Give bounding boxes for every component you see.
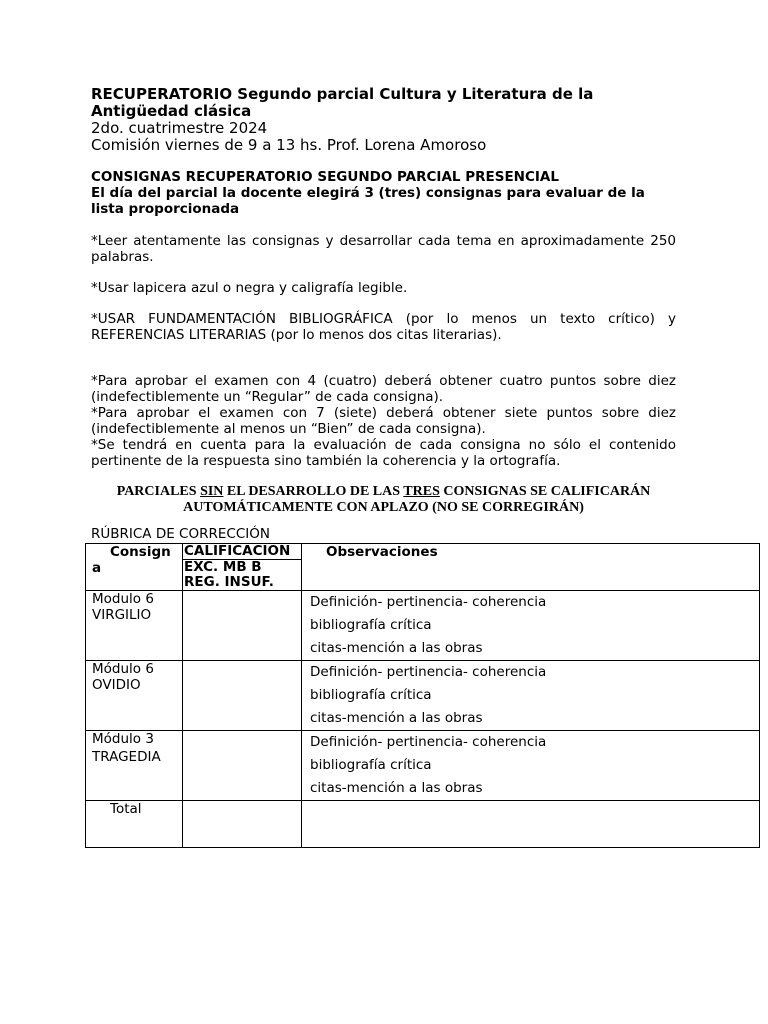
grading-1: *Para aprobar el examen con 4 (cuatro) deberá obtener cuatro puntos sobre diez (indefectiblemente un “Regular” de cada consigna). — [91, 373, 676, 405]
header-calif-scale-2: REG. INSUF. — [184, 574, 274, 590]
header-calificacion — [183, 544, 302, 591]
instruction-2: *Usar lapicera azul o negra y caligrafía legible. — [91, 280, 408, 296]
header-consigna-text-1: Consign — [110, 544, 171, 560]
document-title: RECUPERATORIO Segundo parcial Cultura y Literatura de la Antigüedad clásica — [91, 85, 594, 120]
grade-cell — [183, 731, 302, 801]
rubric-label: RÚBRICA DE CORRECCIÓN — [91, 526, 270, 542]
warning-note — [91, 484, 676, 516]
criteria-cell — [302, 591, 760, 661]
criteria-cell — [302, 731, 760, 801]
consignas-subheading: El día del parcial la docente elegirá 3 (tres) consignas para evaluar de la lista proporcionada — [91, 185, 645, 217]
instruction-3: *USAR FUNDAMENTACIÓN BIBLIOGRÁFICA (por lo menos un texto crítico) y REFERENCIAS LITERARIAS (por lo menos dos citas literarias). — [91, 311, 676, 343]
grade-cell — [183, 661, 302, 731]
table-header-row — [86, 544, 760, 591]
criteria-item: Definición- pertinencia- coherencia — [310, 594, 547, 610]
header-consigna-text-2: a — [92, 560, 102, 576]
warning-part-2: EL DESARROLLO DE LAS — [223, 484, 404, 499]
module-name: TRAGEDIA — [92, 749, 161, 765]
row-module — [86, 731, 183, 801]
criteria-item: citas-mención a las obras — [310, 780, 483, 796]
table-row — [86, 731, 760, 801]
table-row — [86, 591, 760, 661]
warning-tres: TRES — [403, 484, 440, 499]
module-number: Módulo 3 — [92, 731, 154, 747]
row-module — [86, 661, 183, 731]
total-label: Total — [86, 801, 183, 848]
total-row — [86, 801, 760, 848]
term-line: 2do. cuatrimestre 2024 — [91, 119, 268, 137]
criteria-item: bibliografía crítica — [310, 757, 432, 773]
total-observations-cell — [302, 801, 760, 848]
header-calif-label: CALIFICACION — [183, 544, 301, 560]
criteria-item: citas-mención a las obras — [310, 710, 483, 726]
document-body — [91, 86, 676, 516]
header-calif-scale-1: EXC. MB B — [184, 559, 262, 575]
warning-sin: SIN — [200, 484, 224, 499]
grading-3: *Se tendrá en cuenta para la evaluación de cada consigna no sólo el contenido pertinente de la respuesta sino también la coherencia y la ortografía. — [91, 437, 676, 469]
module-name: OVIDIO — [92, 677, 141, 693]
module-name: VIRGILIO — [92, 607, 152, 623]
module-number: Módulo 6 — [92, 661, 154, 677]
criteria-cell — [302, 661, 760, 731]
consignas-heading: CONSIGNAS RECUPERATORIO SEGUNDO PARCIAL PRESENCIAL — [91, 169, 559, 185]
header-consigna — [86, 544, 183, 591]
criteria-item: bibliografía crítica — [310, 687, 432, 703]
row-module — [86, 591, 183, 661]
total-grade-cell — [183, 801, 302, 848]
criteria-item: bibliografía crítica — [310, 617, 432, 633]
rubric-table — [85, 543, 760, 848]
table-row — [86, 661, 760, 731]
module-number: Modulo 6 — [92, 591, 154, 607]
warning-part-1: PARCIALES — [116, 484, 201, 499]
header-observaciones: Observaciones — [302, 544, 760, 591]
commission-line: Comisión viernes de 9 a 13 hs. Prof. Lorena Amoroso — [91, 136, 487, 154]
grading-2: *Para aprobar el examen con 7 (siete) deberá obtener siete puntos sobre diez (indefectiblemente al menos un “Bien” de cada consigna). — [91, 405, 676, 437]
instruction-1: *Leer atentamente las consignas y desarrollar cada tema en aproximadamente 250 palabras. — [91, 233, 676, 265]
criteria-item: citas-mención a las obras — [310, 640, 483, 656]
grade-cell — [183, 591, 302, 661]
criteria-item: Definición- pertinencia- coherencia — [310, 734, 547, 750]
warning-part-3: CONSIGNAS SE CALIFICARÁN AUTOMÁTICAMENTE CON APLAZO (NO SE CORREGIRÁN) — [183, 484, 651, 515]
criteria-item: Definición- pertinencia- coherencia — [310, 664, 547, 680]
